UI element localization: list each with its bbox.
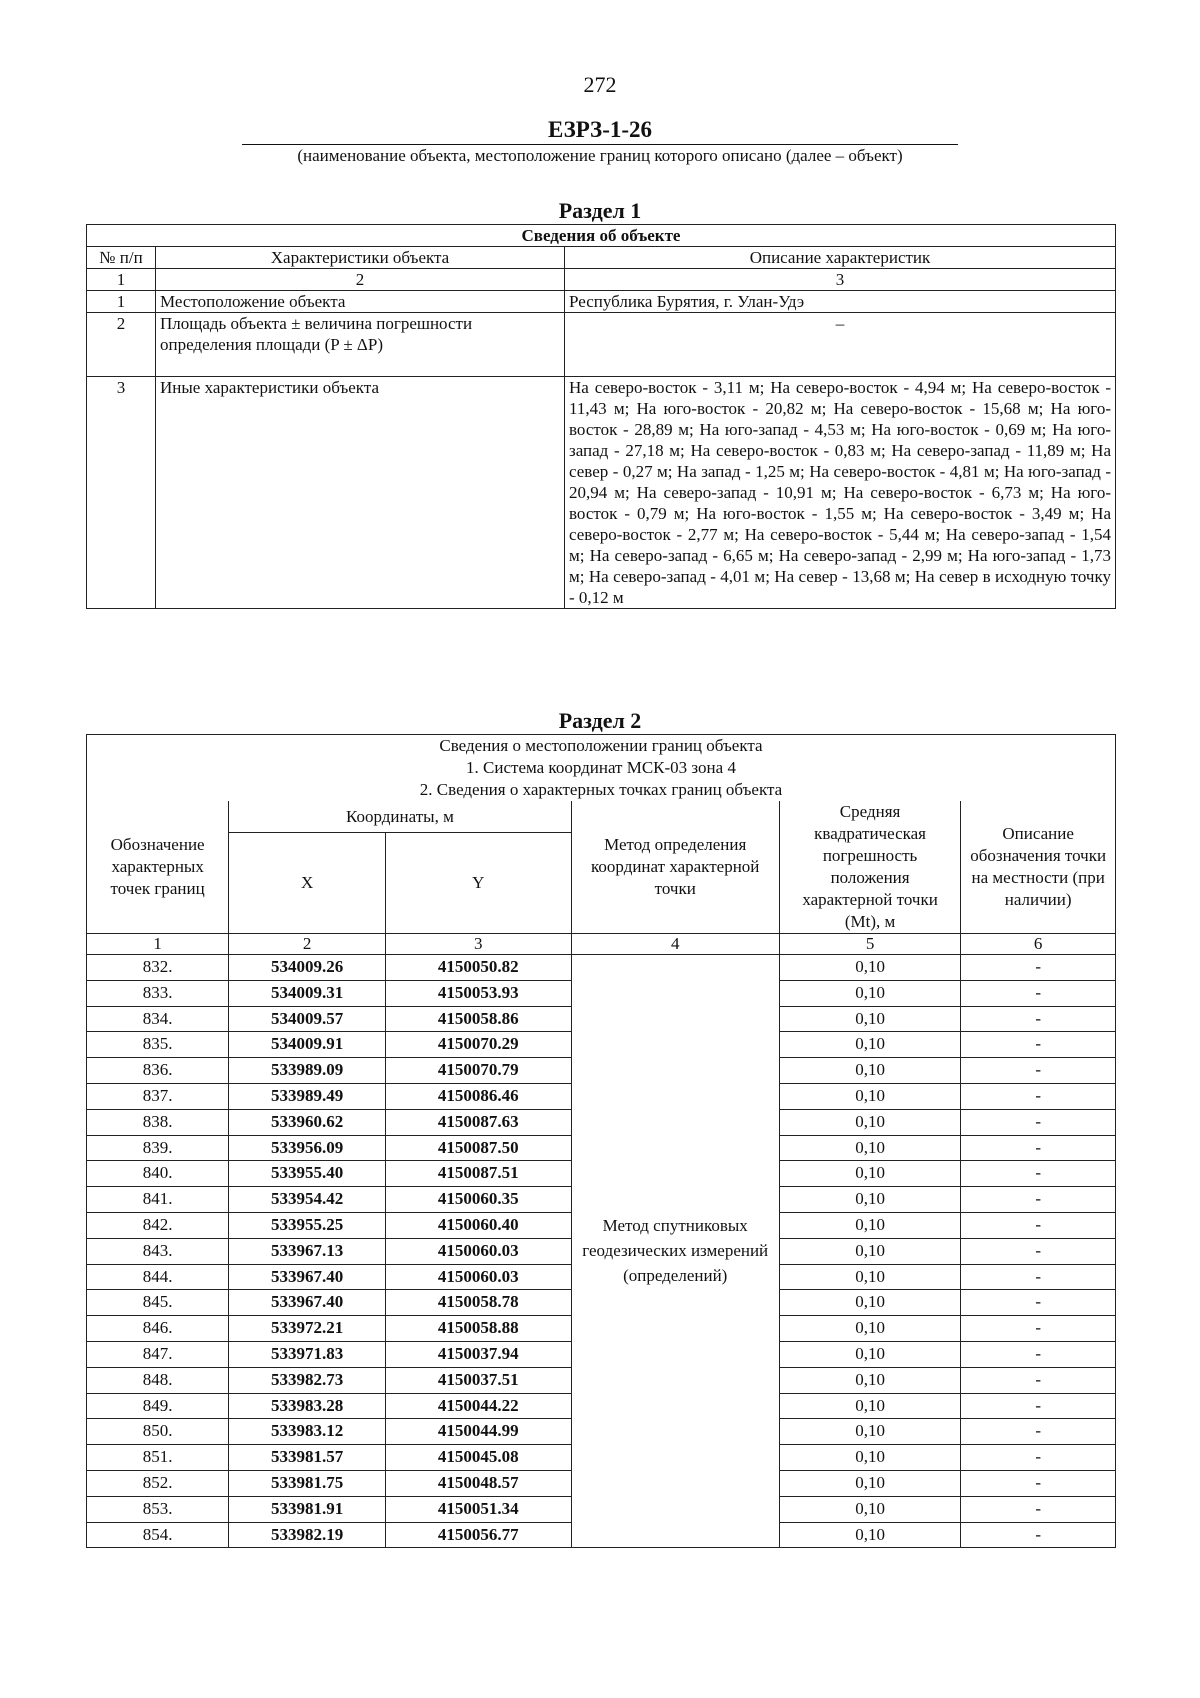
point-description: - [961,955,1116,981]
section1-caption: Сведения об объекте [87,225,1116,247]
point-description: - [961,1341,1116,1367]
point-description: - [961,1470,1116,1496]
point-id: 849. [87,1393,229,1419]
point-description: - [961,1109,1116,1135]
coord-x: 533983.12 [229,1419,386,1445]
coord-x: 533981.57 [229,1445,386,1471]
header-characteristic: Характеристики объекта [156,247,565,269]
coord-y: 4150050.82 [386,955,572,981]
point-id: 833. [87,980,229,1006]
section2-header-row [87,801,1116,833]
coord-x: 534009.91 [229,1032,386,1058]
header-y: Y [386,833,572,934]
table-row [87,955,1116,981]
object-caption: (наименование объекта, местоположение границ которого описано (далее – объект) [297,146,903,165]
mt-value: 0,10 [779,1496,960,1522]
point-description: - [961,1058,1116,1084]
point-id: 850. [87,1419,229,1445]
point-id: 844. [87,1264,229,1290]
coord-x: 533989.49 [229,1083,386,1109]
column-number: 3 [386,934,572,955]
column-number: 6 [961,934,1116,955]
point-description: - [961,1083,1116,1109]
mt-value: 0,10 [779,955,960,981]
row-name: Площадь объекта ± величина погрешности определения площади (P ± ΔP) [156,313,565,377]
section2-caption-row [87,735,1116,758]
point-description: - [961,1212,1116,1238]
column-number: 2 [229,934,386,955]
point-id: 846. [87,1316,229,1342]
coord-y: 4150056.77 [386,1522,572,1548]
object-name-line [242,116,958,145]
coord-y: 4150048.57 [386,1470,572,1496]
mt-value: 0,10 [779,1212,960,1238]
point-id: 842. [87,1212,229,1238]
point-description: - [961,1316,1116,1342]
coord-y: 4150053.93 [386,980,572,1006]
coord-x: 533971.83 [229,1341,386,1367]
coord-y: 4150060.40 [386,1212,572,1238]
point-id: 837. [87,1083,229,1109]
mt-value: 0,10 [779,1419,960,1445]
coord-y: 4150070.29 [386,1032,572,1058]
column-number: 3 [565,269,1116,291]
table-row [87,313,1116,377]
coord-y: 4150051.34 [386,1496,572,1522]
point-description: - [961,1264,1116,1290]
coord-x: 533954.42 [229,1187,386,1213]
column-number: 5 [779,934,960,955]
table-row [87,291,1116,313]
row-number: 2 [87,313,156,377]
page-number: 272 [583,72,617,97]
coord-x: 533989.09 [229,1058,386,1084]
section2-system-row [87,757,1116,779]
section1-number-row [87,269,1116,291]
coord-x: 533967.40 [229,1290,386,1316]
points-subtitle: 2. Сведения о характерных точках границ объекта [87,779,1116,801]
point-id: 835. [87,1032,229,1058]
coord-x: 533955.40 [229,1161,386,1187]
coord-x: 533967.13 [229,1238,386,1264]
coord-x: 533967.40 [229,1264,386,1290]
coord-x: 533981.75 [229,1470,386,1496]
coord-x: 533960.62 [229,1109,386,1135]
coord-x: 534009.31 [229,980,386,1006]
row-name: Иные характеристики объекта [156,377,565,609]
section2-subtitle-row [87,779,1116,801]
mt-value: 0,10 [779,1290,960,1316]
header-method: Метод определения координат характерной точки [571,801,779,934]
point-description: - [961,1393,1116,1419]
header-description: Описание характеристик [565,247,1116,269]
point-description: - [961,1522,1116,1548]
mt-value: 0,10 [779,1367,960,1393]
mt-value: 0,10 [779,1393,960,1419]
point-id: 839. [87,1135,229,1161]
row-value: – [565,313,1116,377]
section1-table [86,224,1116,609]
column-number: 4 [571,934,779,955]
mt-value: 0,10 [779,1341,960,1367]
point-id: 836. [87,1058,229,1084]
section2-caption: Сведения о местоположении границ объекта [87,735,1116,758]
point-id: 838. [87,1109,229,1135]
mt-value: 0,10 [779,1032,960,1058]
section2-title: Раздел 2 [558,708,642,733]
coord-y: 4150044.22 [386,1393,572,1419]
mt-value: 0,10 [779,1135,960,1161]
point-id: 843. [87,1238,229,1264]
point-id: 851. [87,1445,229,1471]
point-id: 854. [87,1522,229,1548]
point-description: - [961,1187,1116,1213]
point-id: 847. [87,1341,229,1367]
point-id: 848. [87,1367,229,1393]
row-number: 3 [87,377,156,609]
point-id: 853. [87,1496,229,1522]
point-description: - [961,1032,1116,1058]
mt-value: 0,10 [779,1109,960,1135]
mt-value: 0,10 [779,1058,960,1084]
row-name: Местоположение объекта [156,291,565,313]
section1-caption-row [87,225,1116,247]
coord-y: 4150087.50 [386,1135,572,1161]
point-description: - [961,980,1116,1006]
coord-x: 533983.28 [229,1393,386,1419]
mt-value: 0,10 [779,980,960,1006]
coord-x: 533982.19 [229,1522,386,1548]
point-id: 841. [87,1187,229,1213]
coord-y: 4150037.51 [386,1367,572,1393]
point-id: 834. [87,1006,229,1032]
coord-x: 533982.73 [229,1367,386,1393]
column-number: 2 [156,269,565,291]
coord-y: 4150058.86 [386,1006,572,1032]
point-description: - [961,1290,1116,1316]
object-name: ЕЗРЗ-1-26 [547,117,653,142]
mt-value: 0,10 [779,1187,960,1213]
header-error: Средняя квадратическая погрешность положения характерной точки (Mt), м [779,801,960,934]
column-number: 1 [87,934,229,955]
point-description: - [961,1419,1116,1445]
coord-y: 4150058.78 [386,1290,572,1316]
section1-header-row [87,247,1116,269]
point-id: 845. [87,1290,229,1316]
mt-value: 0,10 [779,1470,960,1496]
header-description: Описание обозначения точки на местности (при наличии) [961,801,1116,934]
coord-x: 533981.91 [229,1496,386,1522]
coord-y: 4150086.46 [386,1083,572,1109]
header-x: X [229,833,386,934]
point-description: - [961,1006,1116,1032]
header-no: № п/п [87,247,156,269]
point-description: - [961,1496,1116,1522]
header-coords: Координаты, м [229,801,571,833]
coord-y: 4150044.99 [386,1419,572,1445]
coordinate-system: 1. Система координат МСК-03 зона 4 [87,757,1116,779]
row-value: Республика Бурятия, г. Улан-Удэ [565,291,1116,313]
point-description: - [961,1445,1116,1471]
coord-y: 4150037.94 [386,1341,572,1367]
coord-x: 533972.21 [229,1316,386,1342]
method-value: Метод спутниковых геодезических измерений (определений) [571,955,779,1548]
point-description: - [961,1367,1116,1393]
coord-y: 4150087.51 [386,1161,572,1187]
coord-y: 4150060.35 [386,1187,572,1213]
coord-y: 4150087.63 [386,1109,572,1135]
mt-value: 0,10 [779,1264,960,1290]
coord-y: 4150058.88 [386,1316,572,1342]
header-point: Обозначение характерных точек границ [87,801,229,934]
point-id: 832. [87,955,229,981]
point-id: 840. [87,1161,229,1187]
point-description: - [961,1161,1116,1187]
point-description: - [961,1238,1116,1264]
mt-value: 0,10 [779,1161,960,1187]
coord-y: 4150045.08 [386,1445,572,1471]
mt-value: 0,10 [779,1522,960,1548]
mt-value: 0,10 [779,1316,960,1342]
section1-title: Раздел 1 [558,198,642,223]
points-body [87,955,1116,1548]
coord-x: 534009.26 [229,955,386,981]
coord-y: 4150070.79 [386,1058,572,1084]
section2-table [86,734,1116,1548]
point-id: 852. [87,1470,229,1496]
coord-x: 534009.57 [229,1006,386,1032]
row-value: На северо-восток - 3,11 м; На северо-восток - 4,94 м; На северо-восток - 11,43 м; На юго-восток - 20,82 м; На северо-восток - 15,68 м; На юго-восток - 28,89 м; На юго-запад - 4,53 м; На юго-восток - 0,69 м; На юго-запад - 27,18 м; На северо-восток - 0,83 м; На северо-запад - 11,89 м; На север - 0,27 м; На запад - 1,25 м; На северо-восток - 4,81 м; На юго-запад - 20,94 м; На северо-запад - 10,91 м; На северо-восток - 6,73 м; На юго-восток - 0,79 м; На юго-восток - 1,55 м; На северо-восток - 3,49 м; На северо-восток - 2,77 м; На северо-восток - 5,44 м; На северо-запад - 1,54 м; На северо-запад - 6,65 м; На северо-запад - 2,99 м; На юго-запад - 1,73 м; На северо-запад - 4,01 м; На север - 13,68 м; На север в исходную точку - 0,12 м [565,377,1116,609]
coord-x: 533955.25 [229,1212,386,1238]
column-number: 1 [87,269,156,291]
mt-value: 0,10 [779,1006,960,1032]
mt-value: 0,10 [779,1445,960,1471]
section2-number-row [87,934,1116,955]
coord-y: 4150060.03 [386,1238,572,1264]
row-number: 1 [87,291,156,313]
table-row [87,377,1116,609]
point-description: - [961,1135,1116,1161]
coord-x: 533956.09 [229,1135,386,1161]
mt-value: 0,10 [779,1083,960,1109]
mt-value: 0,10 [779,1238,960,1264]
coord-y: 4150060.03 [386,1264,572,1290]
